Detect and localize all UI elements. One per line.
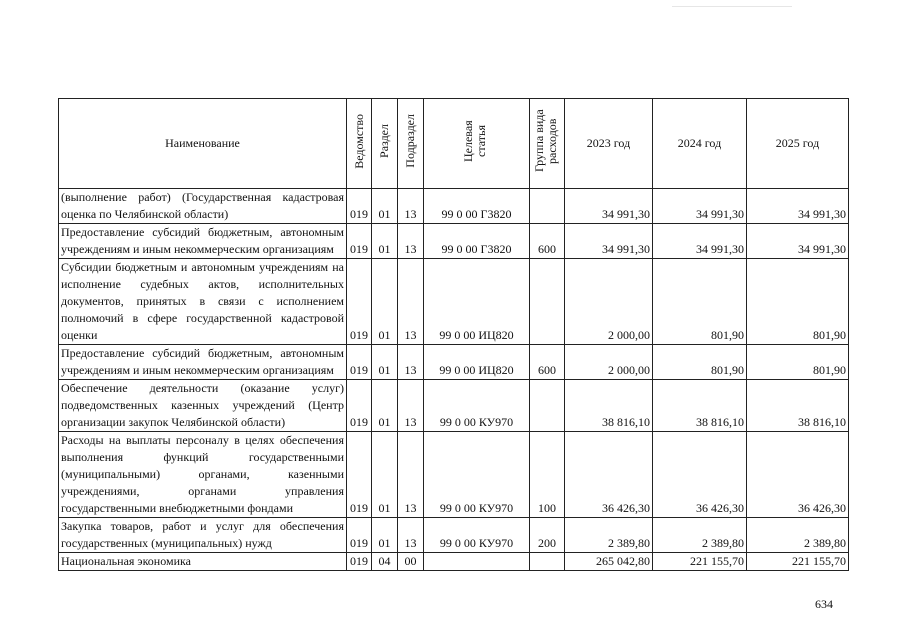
header-2025: 2025 год: [747, 99, 849, 189]
row-dept: 019: [347, 224, 372, 259]
row-section: 01: [372, 432, 398, 518]
table-row: [59, 518, 849, 553]
row-group: [530, 380, 565, 432]
row-group: 600: [530, 345, 565, 380]
row-dept: 019: [347, 345, 372, 380]
row-target: 99 0 00 Г3820: [424, 224, 530, 259]
table-row: [59, 380, 849, 432]
row-2023: 2 000,00: [565, 345, 653, 380]
row-target: 99 0 00 КУ970: [424, 380, 530, 432]
row-name: Национальная экономика: [59, 553, 347, 571]
table-row: [59, 345, 849, 380]
row-2024: 221 155,70: [653, 553, 747, 571]
row-2023: 265 042,80: [565, 553, 653, 571]
row-group: 200: [530, 518, 565, 553]
header-2023: 2023 год: [565, 99, 653, 189]
row-section: 01: [372, 345, 398, 380]
row-group: [530, 189, 565, 224]
row-section: 01: [372, 224, 398, 259]
row-section: 01: [372, 259, 398, 345]
row-target: 99 0 00 КУ970: [424, 518, 530, 553]
row-dept: 019: [347, 432, 372, 518]
table-row: [59, 189, 849, 224]
row-2023: 34 991,30: [565, 189, 653, 224]
row-name: Субсидии бюджетным и автономным учреждениям на исполнение судебных актов, исполнительных документов, принятых в связи с исполнением полномочий в сфере государственной кадастровой оценки: [59, 259, 347, 345]
header-group: Группа вида расходов: [530, 99, 565, 189]
row-subsection: 13: [398, 518, 424, 553]
row-subsection: 13: [398, 432, 424, 518]
row-subsection: 13: [398, 380, 424, 432]
row-section: 01: [372, 189, 398, 224]
row-target: 99 0 00 Г3820: [424, 189, 530, 224]
row-name: Обеспечение деятельности (оказание услуг) подведомственных казенных учреждений (Центр организации закупок Челябинской области): [59, 380, 347, 432]
row-dept: 019: [347, 518, 372, 553]
header-name: Наименование: [59, 99, 347, 189]
header-dept: Ведомство: [347, 99, 372, 189]
row-2025: 36 426,30: [747, 432, 849, 518]
row-group: [530, 259, 565, 345]
row-subsection: 13: [398, 345, 424, 380]
row-dept: 019: [347, 189, 372, 224]
row-target: 99 0 00 ИЦ820: [424, 259, 530, 345]
header-target: Целевая статья: [424, 99, 530, 189]
row-2024: 801,90: [653, 345, 747, 380]
row-2024: 34 991,30: [653, 224, 747, 259]
row-subsection: 13: [398, 224, 424, 259]
row-2023: 2 000,00: [565, 259, 653, 345]
row-name: (выполнение работ) (Государственная кадастровая оценка по Челябинской области): [59, 189, 347, 224]
row-group: 600: [530, 224, 565, 259]
row-2025: 221 155,70: [747, 553, 849, 571]
row-section: 01: [372, 518, 398, 553]
header-subsection: Подраздел: [398, 99, 424, 189]
row-2024: 801,90: [653, 259, 747, 345]
row-2024: 36 426,30: [653, 432, 747, 518]
page-number: 634: [815, 597, 833, 611]
row-2023: 34 991,30: [565, 224, 653, 259]
row-2025: 801,90: [747, 259, 849, 345]
row-name: Расходы на выплаты персоналу в целях обеспечения выполнения функций государственными (муниципальными) органами, казенными учреждениями, органами управления государственными внебюджетными фондами: [59, 432, 347, 518]
table-row: [59, 432, 849, 518]
row-name: Предоставление субсидий бюджетным, автономным учреждениям и иным некоммерческим организациям: [59, 345, 347, 380]
row-name: Предоставление субсидий бюджетным, автономным учреждениям и иным некоммерческим организациям: [59, 224, 347, 259]
table-row: [59, 553, 849, 571]
row-2025: 34 991,30: [747, 189, 849, 224]
row-section: 01: [372, 380, 398, 432]
budget-table: [58, 98, 849, 571]
row-group: [530, 553, 565, 571]
row-2025: 38 816,10: [747, 380, 849, 432]
row-target: 99 0 00 КУ970: [424, 432, 530, 518]
row-target: 99 0 00 ИЦ820: [424, 345, 530, 380]
table-row: [59, 259, 849, 345]
table-header-row: [59, 99, 849, 189]
row-dept: 019: [347, 259, 372, 345]
row-2024: 34 991,30: [653, 189, 747, 224]
table-row: [59, 224, 849, 259]
row-group: 100: [530, 432, 565, 518]
top-rule: [672, 6, 792, 7]
row-target: [424, 553, 530, 571]
row-section: 04: [372, 553, 398, 571]
row-subsection: 13: [398, 189, 424, 224]
row-2023: 2 389,80: [565, 518, 653, 553]
row-subsection: 00: [398, 553, 424, 571]
header-2024: 2024 год: [653, 99, 747, 189]
row-2025: 801,90: [747, 345, 849, 380]
row-2024: 2 389,80: [653, 518, 747, 553]
row-2025: 34 991,30: [747, 224, 849, 259]
row-2023: 36 426,30: [565, 432, 653, 518]
row-name: Закупка товаров, работ и услуг для обеспечения государственных (муниципальных) нужд: [59, 518, 347, 553]
row-dept: 019: [347, 553, 372, 571]
row-subsection: 13: [398, 259, 424, 345]
row-2025: 2 389,80: [747, 518, 849, 553]
row-2023: 38 816,10: [565, 380, 653, 432]
row-2024: 38 816,10: [653, 380, 747, 432]
row-dept: 019: [347, 380, 372, 432]
header-section: Раздел: [372, 99, 398, 189]
